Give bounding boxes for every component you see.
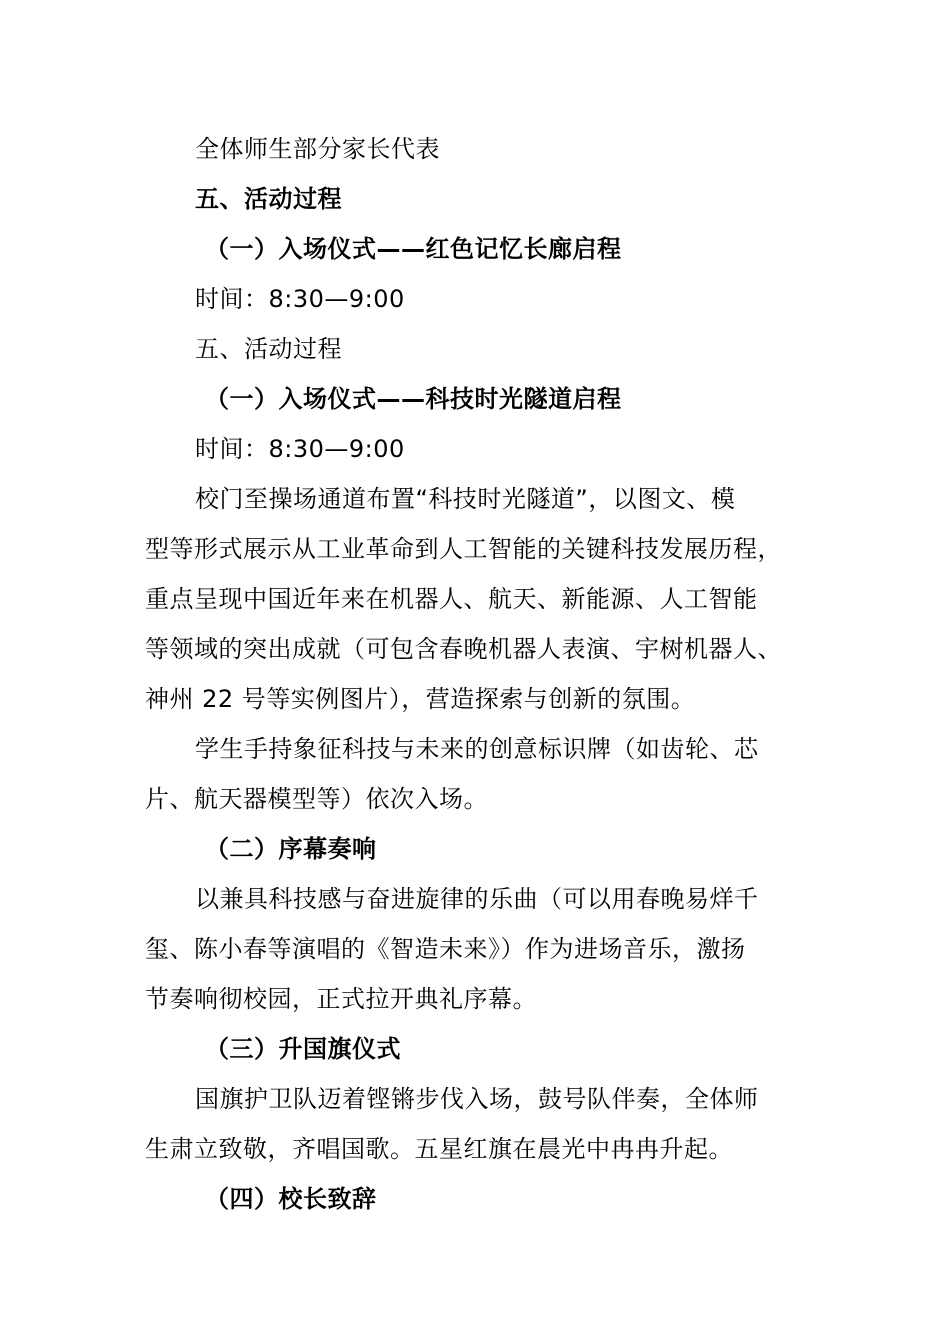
time-text: 时间：8:30—9:00 <box>195 285 405 313</box>
subsection-heading: （四）校长致辞 <box>205 1185 377 1213</box>
paragraph-line: 玺、陈小春等演唱的《智造未来》）作为进场音乐，激扬 <box>145 935 746 963</box>
subsection-heading: （三）升国旗仪式 <box>205 1035 401 1063</box>
paragraph-line: 生肃立致敬，齐唱国歌。五星红旗在晨光中冉冉升起。 <box>145 1135 733 1163</box>
paragraph-line: 片、航天器模型等）依次入场。 <box>145 785 488 813</box>
paragraph-line: 神州 22 号等实例图片），营造探索与创新的氛围。 <box>145 685 696 713</box>
section-heading: 五、活动过程 <box>195 185 342 213</box>
paragraph-line: 等领域的突出成就（可包含春晚机器人表演、宇树机器人、 <box>145 635 782 663</box>
subsection-heading: （一）入场仪式——科技时光隧道启程 <box>205 385 622 413</box>
time-text: 时间：8:30—9:00 <box>195 435 405 463</box>
paragraph-line: 重点呈现中国近年来在机器人、航天、新能源、人工智能 <box>145 585 758 613</box>
attendees-text: 全体师生部分家长代表 <box>195 135 440 163</box>
subsection-heading: （二）序幕奏响 <box>205 835 377 863</box>
paragraph-line: 以兼具科技感与奋进旋律的乐曲（可以用春晚易烊千 <box>195 885 759 913</box>
subsection-heading: （一）入场仪式——红色记忆长廊启程 <box>205 235 622 263</box>
paragraph-line: 节奏响彻校园，正式拉开典礼序幕。 <box>145 985 537 1013</box>
paragraph-line: 学生手持象征科技与未来的创意标识牌（如齿轮、芯 <box>195 735 759 763</box>
paragraph-line: 型等形式展示从工业革命到人工智能的关键科技发展历程， <box>145 535 782 563</box>
paragraph-line: 国旗护卫队迈着铿锵步伐入场，鼓号队伴奏，全体师 <box>195 1085 759 1113</box>
paragraph-line: 校门至操场通道布置“科技时光隧道”，以图文、模 <box>195 485 736 513</box>
section-heading-plain: 五、活动过程 <box>195 335 342 363</box>
